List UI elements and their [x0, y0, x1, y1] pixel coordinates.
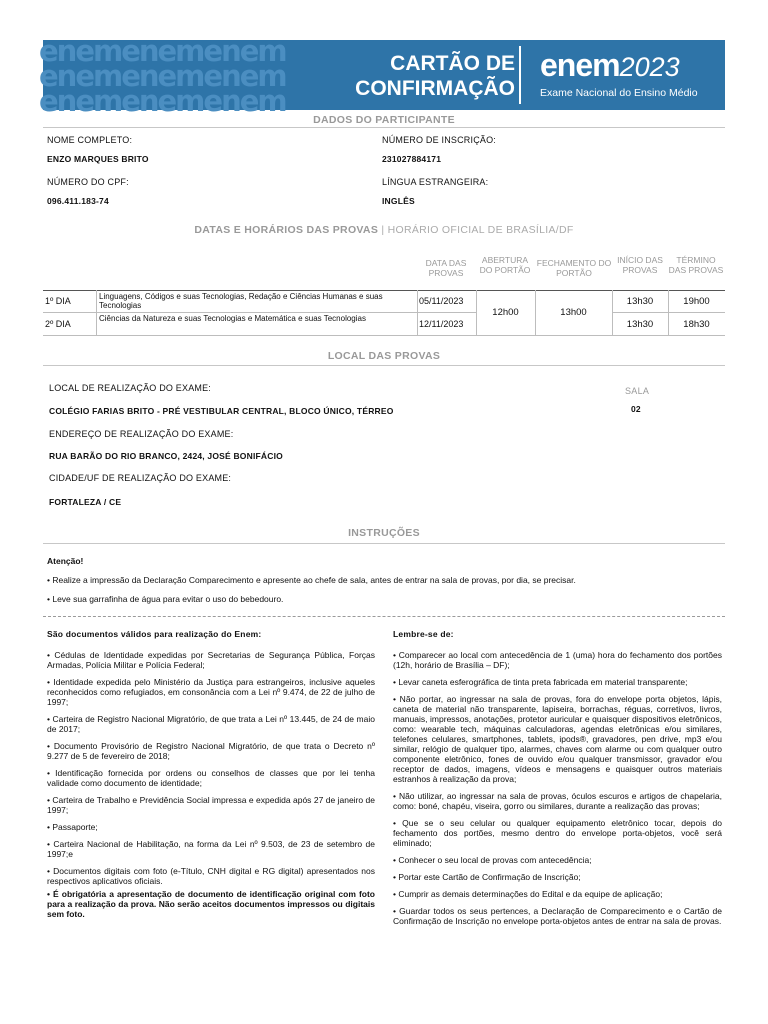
schedule-col-sep-1 — [96, 290, 97, 335]
doc-item: • Documento Provisório de Registro Nacional Migratório, de que trata o Decreto nº 9.277 de 5 de fevereiro de 2018; — [47, 741, 375, 761]
participant-section-title: DADOS DO PARTICIPANTE — [313, 114, 455, 126]
reminder-item: • Levar caneta esferográfica de tinta preta fabricada em material transparente; — [393, 677, 688, 687]
schedule-table-bottom — [43, 335, 725, 336]
row1-start: 13h30 — [626, 296, 654, 307]
card-title — [335, 51, 515, 101]
schedule-title-main: DATAS E HORÁRIOS DAS PROVAS — [194, 224, 379, 236]
doc-item: • Identificação fornecida por ordens ou conselhos de classes que por lei tenha validade como documento de identidade; — [47, 768, 375, 788]
instruction-water: • Leve sua garrafinha de água para evitar o uso do bebedouro. — [47, 594, 284, 604]
reminder-item: • Não utilizar, ao ingressar na sala de provas, óculos escuros e artigos de chapelaria, como: boné, chapéu, viseira, gorro ou similares, durante a realização das provas; — [393, 791, 722, 811]
card-title-line-1: CARTÃO DE — [390, 52, 515, 75]
reminder-item: • Guardar todos os seus pertences, a Declaração de Comparecimento e o Cartão de Confirmação de Inscrição no envelope porta-objetos antes de entrar na sala de provas. — [393, 906, 722, 926]
row2-start: 13h30 — [626, 319, 654, 330]
schedule-title-separator: | — [381, 224, 385, 236]
row1-end: 19h00 — [683, 296, 710, 307]
watermark-row-1: enemenemenem — [39, 34, 286, 68]
brand-wordmark: enem2023 — [540, 47, 680, 83]
doc-item: • Carteira de Registro Nacional Migratório, de que trata a Lei nº 13.445, de 24 de maio de 2017; — [47, 714, 375, 734]
name-label: NOME COMPLETO: — [47, 135, 133, 145]
location-divider — [43, 365, 725, 366]
row2-subjects: Ciências da Natureza e suas Tecnologias e Matemática e suas Tecnologias — [99, 314, 366, 323]
watermark-row-2: enemenemenem — [39, 59, 286, 93]
reminder-item: • Que se o seu celular ou qualquer equipamento eletrônico tocar, depois do fechamento dos portões, mesmo dentro do envelope porta-objetos, você será eliminado; — [393, 818, 722, 848]
valid-documents-title: São documentos válidos para realização do Enem: — [47, 629, 262, 639]
doc-item: • Carteira Nacional de Habilitação, na forma da Lei nº 9.503, de 23 de setembro de 1997;e — [47, 839, 375, 859]
room-label: SALA — [625, 386, 650, 396]
reminders-column — [393, 629, 722, 933]
city-label: CIDADE/UF DE REALIZAÇÃO DO EXAME: — [49, 473, 232, 483]
schedule-section-title — [43, 224, 725, 236]
schedule-col-sep-2 — [417, 290, 418, 335]
th-end: TÉRMINO DAS PROVAS — [668, 255, 724, 275]
mandatory-document-notice: • É obrigatória a apresentação de documento de identificação original com foto para a realização da prova. Não serão aceitos documentos impressos ou digitais sem foto. — [47, 889, 375, 919]
opening-time: 12h00 — [492, 307, 519, 318]
language-label: LÍNGUA ESTRANGEIRA: — [382, 177, 489, 187]
th-start: INÍCIO DAS PROVAS — [617, 255, 663, 275]
row1-day: 1º DIA — [45, 296, 71, 306]
reminders-title: Lembre-se de: — [393, 629, 454, 639]
inscription-label: NÚMERO DE INSCRIÇÃO: — [382, 135, 497, 145]
location-section-title: LOCAL DAS PROVAS — [327, 350, 441, 362]
header-divider — [519, 46, 521, 104]
th-closing: FECHAMENTO DO PORTÃO — [536, 258, 612, 278]
language-value: INGLÊS — [382, 196, 415, 206]
brand-subtitle: Exame Nacional do Ensino Médio — [540, 87, 698, 99]
closing-time: 13h00 — [560, 307, 587, 318]
doc-item: • Documentos digitais com foto (e-Título, CNH digital e RG digital) apresentados nos respectivos aplicativos oficiais. — [47, 866, 375, 886]
place-label: LOCAL DE REALIZAÇÃO DO EXAME: — [49, 383, 212, 393]
doc-item: • Carteira de Trabalho e Previdência Social impressa e expedida após 27 de janeiro de 1997; — [47, 795, 375, 815]
reminder-item: • Conhecer o seu local de provas com antecedência; — [393, 855, 592, 865]
reminder-item: • Comparecer ao local com antecedência de 1 (uma) hora do fechamento dos portões (12h, horário de Brasília – DF); — [393, 650, 722, 670]
reminder-item: • Cumprir as demais determinações do Edital e da equipe de aplicação; — [393, 889, 663, 899]
instruction-print: • Realize a impressão da Declaração Comparecimento e apresente ao chefe de sala, antes de entrar na sala de provas, por dia, se precisar. — [47, 575, 576, 585]
enem-2023-logo — [540, 48, 698, 100]
enem-watermark-pattern — [39, 34, 286, 118]
doc-item: • Identidade expedida pelo Ministério da Justiça para estrangeiros, inclusive aqueles reconhecidos como refugiados, em consonância com a Lei nº 9.474, de 22 de julho de 1997; — [47, 677, 375, 707]
schedule-table-top — [43, 290, 725, 291]
room-value: 02 — [631, 404, 641, 414]
doc-item: • Passaporte; — [47, 822, 98, 832]
row1-subjects: Linguagens, Códigos e suas Tecnologias, Redação e Ciências Humanas e suas Tecnologias — [99, 292, 383, 310]
attention-heading: Atenção! — [47, 556, 84, 566]
watermark-row-3: enemenemenem — [39, 84, 286, 118]
th-date: DATA DAS PROVAS — [425, 258, 467, 278]
row2-end: 18h30 — [683, 319, 710, 330]
instructions-divider — [43, 543, 725, 544]
reminder-item: • Não portar, ao ingressar na sala de provas, fora do envelope porta objetos, lápis, caneta de material não transparente, lapiseira, borrachas, réguas, corretivos, livros, manuais, impressos, anotações, protetor auricular e quaisquer dispositivos eletrônicos, como: wearable tech, máquinas calculadoras, agendas eletrônicas e/ou similares, telefones celulares, smartphones, tablets, ipods®, gravadores, pen drive, mp3 e/ou similar, relógio de qualquer tipo, alarmes, chaves com alarme ou com qualquer outro componente eletrônico, fones de ouvido e/ou qualquer transmissor, gravador e/ou receptor de dados, imagens, vídeos e mensagens e quaisquer outros materiais estranhos à realização da prova; — [393, 694, 722, 784]
row2-date: 12/11/2023 — [419, 319, 464, 329]
reminder-item: • Portar este Cartão de Confirmação de Inscrição; — [393, 872, 581, 882]
valid-documents-column — [47, 629, 375, 926]
header-banner — [39, 34, 725, 118]
cpf-label: NÚMERO DO CPF: — [47, 177, 129, 187]
instructions-section-title: INSTRUÇÕES — [348, 527, 420, 539]
schedule-title-sub: HORÁRIO OFICIAL DE BRASÍLIA/DF — [387, 224, 574, 236]
card-title-line-2: CONFIRMAÇÃO — [355, 77, 515, 100]
schedule-row-divider — [43, 312, 477, 313]
address-value: RUA BARÃO DO RIO BRANCO, 2424, JOSÉ BONIFÁCIO — [49, 451, 283, 461]
row1-date: 05/11/2023 — [419, 296, 464, 306]
participant-divider — [43, 127, 725, 128]
row2-day: 2º DIA — [45, 319, 71, 329]
th-opening: ABERTURA DO PORTÃO — [479, 255, 531, 275]
doc-item: • Cédulas de Identidade expedidas por Secretarias de Segurança Pública, Forças Armadas, Polícia Militar e Polícia Federal; — [47, 650, 375, 670]
cpf-value: 096.411.183-74 — [47, 196, 109, 206]
place-value: COLÉGIO FARIAS BRITO - PRÉ VESTIBULAR CENTRAL, BLOCO ÚNICO, TÉRREO — [49, 406, 394, 416]
city-value: FORTALEZA / CE — [49, 497, 122, 507]
instructions-dashed-divider — [43, 616, 725, 617]
name-value: ENZO MARQUES BRITO — [47, 154, 149, 164]
address-label: ENDEREÇO DE REALIZAÇÃO DO EXAME: — [49, 429, 234, 439]
brand-year: 2023 — [619, 52, 680, 82]
inscription-value: 231027884171 — [382, 154, 442, 164]
